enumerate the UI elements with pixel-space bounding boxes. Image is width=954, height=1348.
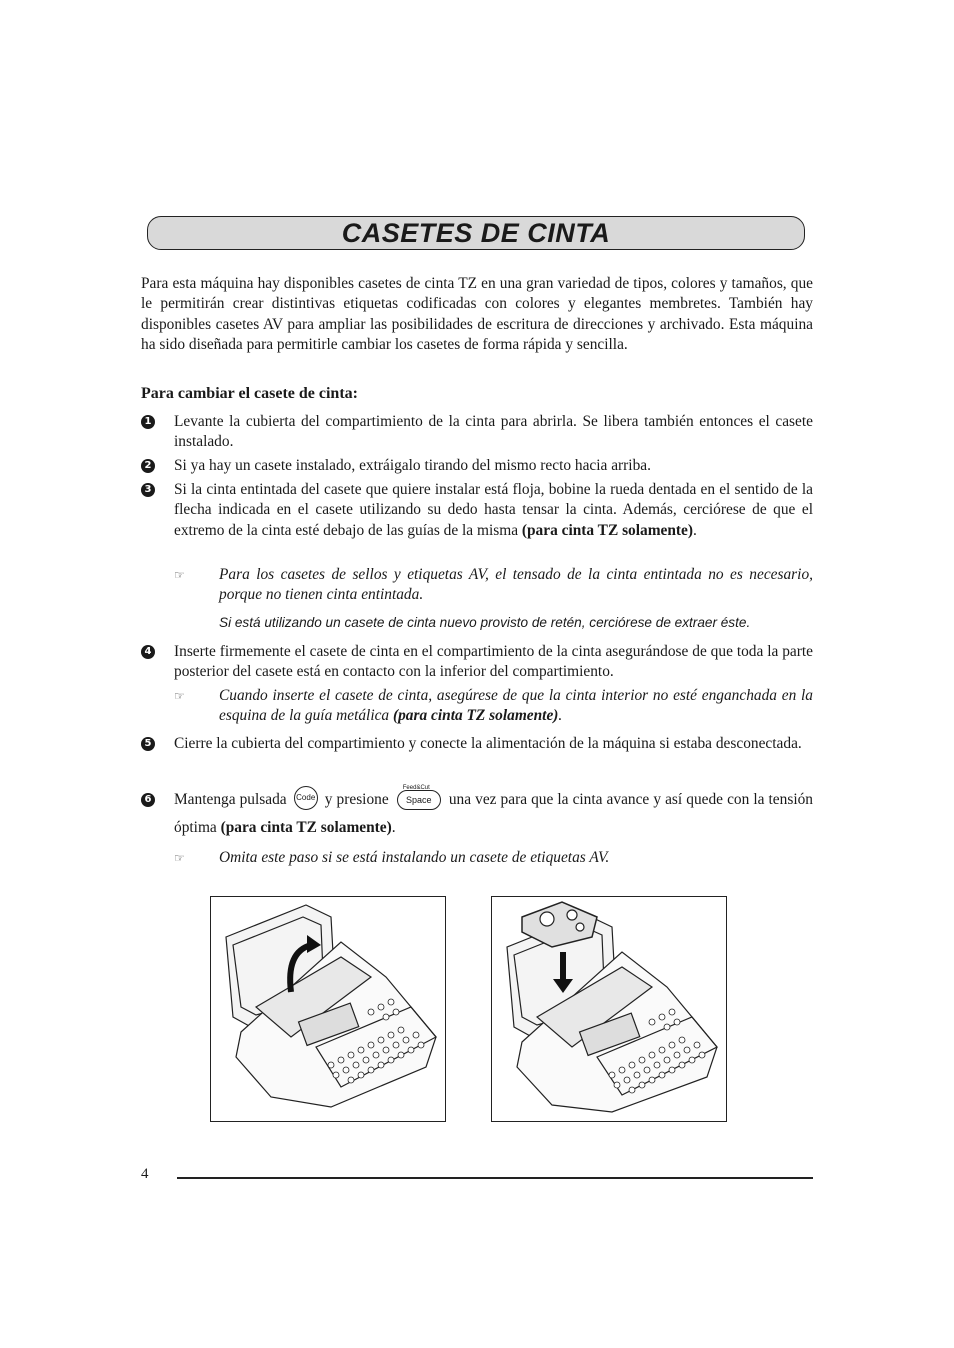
step-text <box>174 480 813 541</box>
page-title: CASETES DE CINTA <box>341 217 611 248</box>
step-text: Cierre la cubierta del compartimiento y conecte la alimentación de la máquina si estaba desconectada. <box>174 735 802 752</box>
step-number: 6 <box>141 793 155 807</box>
step-text-bold: (para cinta TZ solamente) <box>220 819 392 836</box>
section-subheading: Para cambiar el casete de cinta: <box>141 385 358 402</box>
note-text-bold: (para cinta TZ solamente) <box>392 707 559 725</box>
note-1-sub: Si está utilizando un casete de cinta nuevo provisto de retén, cerciórese de extraer éste. <box>219 615 751 630</box>
step-text: Levante la cubierta del compartimiento de la cinta para abrirla. Se libera también entonces el casete instalado. <box>174 413 813 451</box>
step-1 <box>141 412 813 453</box>
page-number: 4 <box>141 1166 149 1182</box>
step-number: 4 <box>141 645 155 659</box>
note-1 <box>174 565 813 606</box>
note-text: Omita este paso si se está instalando un casete de etiquetas AV. <box>219 849 610 866</box>
space-key-icon <box>397 786 441 810</box>
step-4 <box>141 642 813 683</box>
note-text <box>219 686 813 727</box>
down-arrow-icon <box>560 952 566 980</box>
intro-paragraph: Para esta máquina hay disponibles casetes de cinta TZ en una gran variedad de tipos, colores y tamaños, que le permitirán crear distintivas etiquetas codificadas con colores y elegantes membretes. También hay disponibles casetes AV para ampliar las posibilidades de escritura de direcciones y archivado. Esta máquina ha sido diseñada para permitirle cambiar los casetes de forma rápida y sencilla. <box>141 275 813 354</box>
step-number: 1 <box>141 415 155 429</box>
step-text: Inserte firmemente el casete de cinta en el compartimiento de la cinta asegurándose de que toda la parte posterior del casete está en contacto con la inferior del compartimiento. <box>174 643 813 681</box>
step-text-bold: (para cinta TZ solamente) <box>521 521 694 539</box>
note-text: Para los casetes de sellos y etiquetas AV, el tensado de la cinta entintada no es necesario, porque no tienen cinta entintada. <box>219 566 813 604</box>
hand-pointer-icon: ☞ <box>174 568 185 582</box>
step-2 <box>141 456 813 476</box>
step-text-mid: y presione <box>324 791 389 808</box>
title-bar <box>147 216 805 250</box>
note-text-main: Cuando inserte el casete de cinta, asegúrese de que la cinta interior no esté enganchada en la esquina de la guía metálica <box>219 687 813 725</box>
step-text-main: Si la cinta entintada del casete que quiere instalar está floja, bobine la rueda dentada en el sentido de la flecha indicada en el casete utilizando su dedo hasta tensar la cinta. Además, cerciórese de que el extremo de la cinta esté debajo de las guías de la misma <box>174 481 813 539</box>
step-text <box>174 786 813 842</box>
footer-rule <box>177 1177 813 1179</box>
step-text-pre: Mantenga pulsada <box>174 791 287 808</box>
figure-insert-cassette <box>491 896 727 1122</box>
step-5 <box>141 730 813 758</box>
figure-open-cover <box>210 896 446 1122</box>
note-text-end: . <box>558 707 563 725</box>
hand-pointer-icon: ☞ <box>174 851 185 865</box>
step-number: 2 <box>141 459 155 473</box>
step-3 <box>141 480 813 541</box>
note-2 <box>174 686 813 727</box>
hand-pointer-icon: ☞ <box>174 689 185 703</box>
step-6 <box>141 786 813 842</box>
space-key-label: Space <box>397 790 441 810</box>
step-text-post: una vez para que la cinta avance y así quede con la tensión óptima <box>174 791 813 836</box>
feed-cut-label: Feed&Cut <box>402 785 430 792</box>
step-text-end: . <box>391 819 396 836</box>
step-number: 3 <box>141 483 155 497</box>
note-3 <box>174 848 813 868</box>
label-printer-open-illustration <box>211 897 445 1121</box>
step-text: Si ya hay un casete instalado, extráigalo tirando del mismo recto hacia arriba. <box>174 457 651 474</box>
label-printer-insert-illustration <box>492 897 726 1121</box>
code-key-icon: Code <box>294 786 318 810</box>
step-number: 5 <box>141 737 155 751</box>
step-text-end: . <box>693 521 697 539</box>
